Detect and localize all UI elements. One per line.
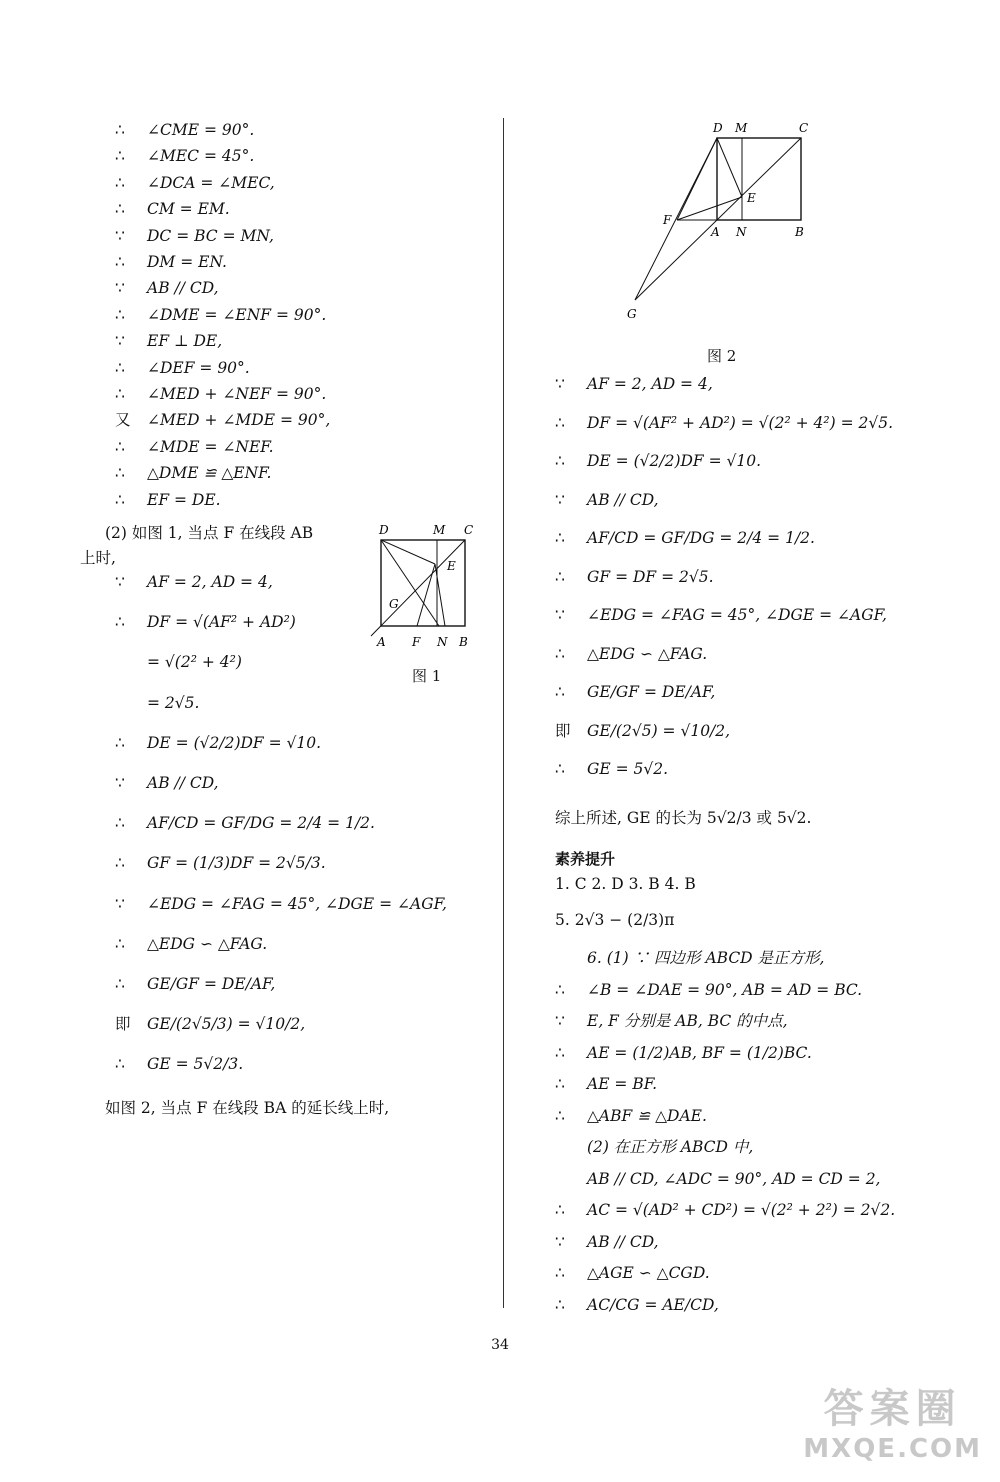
line-text: EF = DE. xyxy=(147,490,221,509)
part2-line-12 xyxy=(115,1054,243,1074)
left-line-3 xyxy=(115,199,230,219)
line-text: ∠B = ∠DAE = 90°, AB = AD = BC. xyxy=(587,980,863,999)
fig2-label-A: A xyxy=(711,225,720,239)
logic-symbol: ∵ xyxy=(115,226,125,245)
watermark-logo: 答案圈 MXQE.COM xyxy=(803,1386,982,1464)
line-text: CM = EM. xyxy=(147,200,230,219)
left-line-5 xyxy=(115,252,227,272)
part2-intro-line2: 上时, xyxy=(80,549,116,567)
line-text: ∠DCA = ∠MEC, xyxy=(147,173,275,192)
logic-symbol: ∴ xyxy=(555,760,565,778)
logic-symbol: ∴ xyxy=(115,854,125,873)
fig1-label-F: F xyxy=(412,635,421,649)
logic-symbol: ∴ xyxy=(115,385,125,403)
line-text: AC/CG = AE/CD, xyxy=(587,1295,719,1314)
figure-1 xyxy=(365,518,490,658)
line-text: ∠DEF = 90°. xyxy=(147,358,250,377)
fig1-label-C: C xyxy=(464,523,474,537)
fig2-label-M: M xyxy=(735,121,748,135)
right-line-1 xyxy=(555,413,893,433)
q6-line-8 xyxy=(555,1200,895,1220)
logic-symbol: 即 xyxy=(555,721,571,740)
left-line-9 xyxy=(115,358,250,378)
part2-line-3 xyxy=(115,693,199,713)
left-line-1 xyxy=(115,146,254,166)
part2-line-11 xyxy=(115,1014,305,1034)
line-text: AB // CD, ∠ADC = 90°, AD = CD = 2, xyxy=(587,1169,881,1188)
q6-line-9 xyxy=(555,1232,659,1252)
line-text: AE = BF. xyxy=(587,1075,658,1093)
line-text: GE/GF = DE/AF, xyxy=(587,683,716,701)
logic-symbol: ∴ xyxy=(115,975,125,993)
line-text: DE = (√2/2)DF = √10. xyxy=(587,452,762,470)
line-text: △DME ≌ △ENF. xyxy=(147,464,272,483)
left-line-13 xyxy=(115,463,271,483)
logic-symbol: ∵ xyxy=(115,894,125,913)
logic-symbol: ∵ xyxy=(115,279,125,298)
figure-2 xyxy=(625,120,815,330)
left-line-11 xyxy=(115,410,330,430)
line-text: DM = EN. xyxy=(147,253,227,271)
q6-line-4 xyxy=(555,1074,657,1094)
logic-symbol: ∴ xyxy=(115,358,125,377)
right-line-3 xyxy=(555,490,659,510)
fig1-label-N: N xyxy=(437,635,448,649)
line-text: △EDG ∽ △FAG. xyxy=(587,644,708,663)
part2-line-4 xyxy=(115,733,321,753)
logic-symbol: ∵ xyxy=(555,490,565,509)
logic-symbol: ∴ xyxy=(115,147,125,166)
right-line-4 xyxy=(555,528,815,548)
part2-outro: 如图 2, 当点 F 在线段 BA 的延长线上时, xyxy=(105,1099,390,1117)
logic-symbol: ∴ xyxy=(115,613,125,632)
logic-symbol: ∴ xyxy=(115,733,125,752)
logic-symbol: ∴ xyxy=(555,683,565,701)
line-text: AF = 2, AD = 4, xyxy=(147,573,273,591)
left-line-2 xyxy=(115,173,275,193)
logic-symbol: ∴ xyxy=(115,305,125,324)
logic-symbol: ∵ xyxy=(555,1232,565,1251)
logic-symbol: ∴ xyxy=(555,567,565,586)
line-text: EF ⊥ DE, xyxy=(147,332,223,351)
logic-symbol: ∴ xyxy=(115,934,125,953)
logic-symbol: ∴ xyxy=(555,1295,565,1314)
right-line-6 xyxy=(555,605,887,625)
logic-symbol: ∴ xyxy=(115,253,125,271)
line-text: ∠CME = 90°. xyxy=(147,121,255,139)
logic-symbol: ∴ xyxy=(115,173,125,192)
logic-symbol: ∴ xyxy=(115,464,125,483)
answers-row-1: 1. C 2. D 3. B 4. B xyxy=(555,875,696,893)
line-text: DF = √(AF² + AD²) = √(2² + 4²) = 2√5. xyxy=(587,413,894,432)
logic-symbol: ∴ xyxy=(555,980,565,999)
part2-line-9 xyxy=(115,934,267,954)
left-line-14 xyxy=(115,490,221,510)
logic-symbol: ∴ xyxy=(555,1264,565,1282)
q6-line-0 xyxy=(555,948,824,968)
right-line-9 xyxy=(555,721,730,741)
q6-line-10 xyxy=(555,1263,710,1283)
line-text: GE = 5√2/3. xyxy=(147,1055,244,1074)
line-text: DE = (√2/2)DF = √10. xyxy=(147,733,322,752)
line-text: E, F 分别是 AB, BC 的中点, xyxy=(587,1012,788,1030)
line-text: DF = √(AF² + AD²) xyxy=(147,613,296,632)
logic-symbol: ∵ xyxy=(115,774,125,792)
q6-line-3 xyxy=(555,1043,812,1063)
line-text: AF/CD = GF/DG = 2/4 = 1/2. xyxy=(587,529,815,547)
left-line-0 xyxy=(115,120,254,140)
left-line-12 xyxy=(115,437,274,457)
logic-symbol: ∴ xyxy=(555,1043,565,1062)
part2-line-8 xyxy=(115,894,447,914)
logic-symbol: ∴ xyxy=(555,1075,565,1093)
page-number: 34 xyxy=(491,1337,509,1353)
left-line-7 xyxy=(115,305,326,325)
q6-line-1 xyxy=(555,980,862,1000)
part2-line-7 xyxy=(115,853,326,873)
logic-symbol: ∴ xyxy=(555,452,565,470)
logic-symbol: ∴ xyxy=(115,490,125,509)
right-line-2 xyxy=(555,451,761,471)
line-text: AE = (1/2)AB, BF = (1/2)BC. xyxy=(587,1043,812,1062)
left-line-8 xyxy=(115,331,222,351)
line-text: GE/(2√5/3) = √10/2, xyxy=(147,1015,306,1034)
line-text: 6. (1) ∵ 四边形 ABCD 是正方形, xyxy=(587,949,825,967)
q6-line-2 xyxy=(555,1011,788,1031)
line-text: ∠DME = ∠ENF = 90°. xyxy=(147,305,327,324)
fig2-label-F: F xyxy=(663,213,672,227)
logic-symbol: 又 xyxy=(115,411,131,430)
line-text: AF = 2, AD = 4, xyxy=(587,375,713,393)
logic-symbol: ∵ xyxy=(555,1012,565,1030)
fig2-label-G: G xyxy=(627,307,637,321)
logic-symbol: 即 xyxy=(115,1015,131,1034)
line-text: △ABF ≌ △DAE. xyxy=(587,1106,707,1125)
fig2-label-B: B xyxy=(795,225,804,239)
q6-line-7 xyxy=(555,1169,881,1189)
logic-symbol: ∴ xyxy=(555,1106,565,1125)
column-divider xyxy=(503,118,504,1308)
answers-row-2: 5. 2√3 − (2/3)π xyxy=(555,911,675,929)
fig2-label-N: N xyxy=(736,225,747,239)
q6-line-11 xyxy=(555,1295,719,1315)
logic-symbol: ∴ xyxy=(555,1201,565,1219)
line-text: ∠EDG = ∠FAG = 45°, ∠DGE = ∠AGF, xyxy=(147,894,447,913)
part2-line-0 xyxy=(115,572,273,592)
fig2-label-C: C xyxy=(799,121,809,135)
line-text: AC = √(AD² + CD²) = √(2² + 2²) = 2√2. xyxy=(587,1201,896,1219)
line-text: = 2√5. xyxy=(147,693,200,712)
fig2-caption: 图 2 xyxy=(707,347,737,365)
q6-line-6 xyxy=(555,1137,753,1157)
logic-symbol: ∵ xyxy=(555,606,565,624)
right-line-7 xyxy=(555,644,707,664)
line-text: ∠EDG = ∠FAG = 45°, ∠DGE = ∠AGF, xyxy=(587,606,887,624)
q6-line-5 xyxy=(555,1106,707,1126)
section-title: 素养提升 xyxy=(555,850,616,868)
right-line-8 xyxy=(555,682,715,702)
part2-line-6 xyxy=(115,813,375,833)
line-text: △EDG ∽ △FAG. xyxy=(147,934,268,953)
fig2-label-D: D xyxy=(713,121,723,135)
logic-symbol: ∵ xyxy=(115,573,125,591)
logic-symbol: ∵ xyxy=(115,332,125,351)
line-text: GE/(2√5) = √10/2, xyxy=(587,721,731,740)
summary-line: 综上所述, GE 的长为 5√2/3 或 5√2. xyxy=(555,809,812,827)
fig2-label-E: E xyxy=(747,191,756,205)
fig1-label-G: G xyxy=(389,597,399,611)
line-text: ∠MED + ∠NEF = 90°. xyxy=(147,385,327,403)
logic-symbol: ∴ xyxy=(115,437,125,456)
line-text: ∠MDE = ∠NEF. xyxy=(147,437,274,456)
logic-symbol: ∴ xyxy=(115,814,125,833)
line-text: DC = BC = MN, xyxy=(147,226,274,245)
left-line-6 xyxy=(115,278,219,298)
line-text: = √(2² + 4²) xyxy=(147,653,242,672)
fig1-label-B: B xyxy=(459,635,468,649)
logic-symbol: ∴ xyxy=(555,413,565,432)
right-line-5 xyxy=(555,567,714,587)
fig1-label-E: E xyxy=(447,559,456,573)
logic-symbol: ∵ xyxy=(555,375,565,393)
logic-symbol: ∴ xyxy=(555,644,565,663)
right-line-0 xyxy=(555,374,713,394)
line-text: GE = 5√2. xyxy=(587,760,669,778)
line-text: AB // CD, xyxy=(587,490,659,509)
logic-symbol: ∴ xyxy=(115,1055,125,1074)
logic-symbol: ∴ xyxy=(115,200,125,219)
part2-line-5 xyxy=(115,773,219,793)
right-line-10 xyxy=(555,759,668,779)
fig1-label-M: M xyxy=(433,523,446,537)
left-line-10 xyxy=(115,384,326,404)
fig1-label-D: D xyxy=(379,523,389,537)
logic-symbol: ∴ xyxy=(115,121,125,139)
fig1-caption: 图 1 xyxy=(412,667,442,685)
part2-line-10 xyxy=(115,974,275,994)
part2-line-2 xyxy=(115,652,242,672)
line-text: AB // CD, xyxy=(147,774,219,792)
fig1-label-A: A xyxy=(377,635,386,649)
part2-line-1 xyxy=(115,612,296,632)
line-text: △AGE ∽ △CGD. xyxy=(587,1264,710,1282)
line-text: AB // CD, xyxy=(587,1232,659,1251)
line-text: GF = DF = 2√5. xyxy=(587,567,714,586)
logic-symbol: ∴ xyxy=(555,529,565,547)
line-text: AB // CD, xyxy=(147,279,219,298)
line-text: ∠MED + ∠MDE = 90°, xyxy=(147,411,331,430)
line-text: (2) 在正方形 ABCD 中, xyxy=(587,1138,754,1156)
line-text: AF/CD = GF/DG = 2/4 = 1/2. xyxy=(147,814,375,833)
part2-intro-line1: (2) 如图 1, 当点 F 在线段 AB xyxy=(105,524,314,542)
line-text: GE/GF = DE/AF, xyxy=(147,975,276,993)
line-text: GF = (1/3)DF = 2√5/3. xyxy=(147,854,326,873)
left-line-4 xyxy=(115,226,274,246)
line-text: ∠MEC = 45°. xyxy=(147,147,255,166)
